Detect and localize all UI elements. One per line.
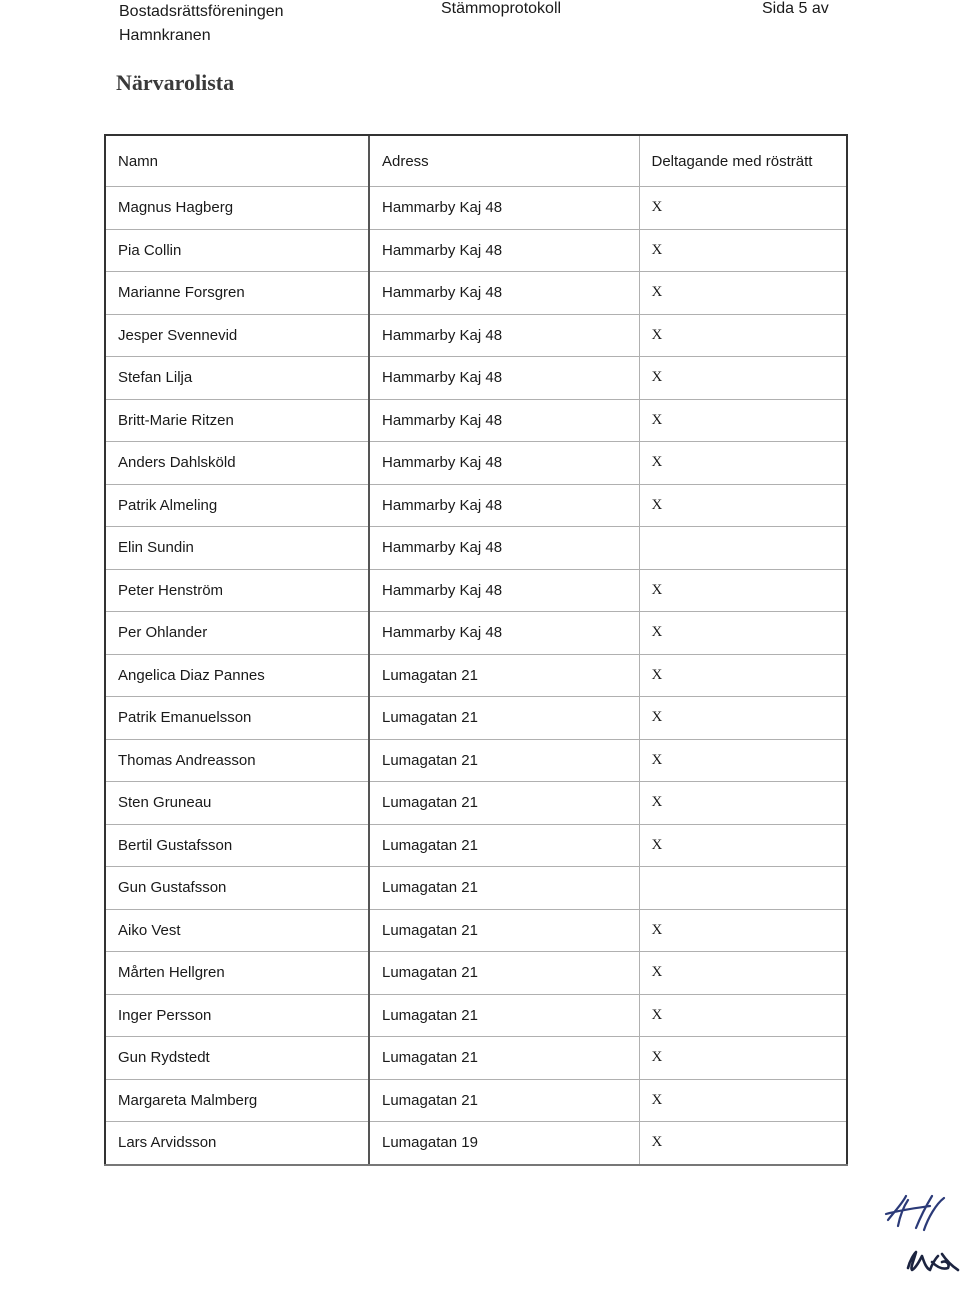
voting-mark: X: [639, 229, 847, 272]
voting-mark: [639, 867, 847, 910]
table-row: [105, 442, 847, 485]
voting-mark: X: [639, 1079, 847, 1122]
member-address: Hammarby Kaj 48: [369, 527, 639, 570]
member-address: Hammarby Kaj 48: [369, 484, 639, 527]
organization-name: Bostadsrättsföreningen Hamnkranen: [119, 3, 284, 44]
voting-mark: X: [639, 187, 847, 230]
member-address: Lumagatan 21: [369, 1079, 639, 1122]
member-name: Gun Gustafsson: [105, 867, 369, 910]
table-row: [105, 994, 847, 1037]
member-address: Hammarby Kaj 48: [369, 612, 639, 655]
member-name: Mårten Hellgren: [105, 952, 369, 995]
page-number: Sida 5 av: [762, 0, 829, 17]
attendance-table-container: [104, 134, 846, 1166]
table-row: [105, 484, 847, 527]
voting-mark: X: [639, 782, 847, 825]
member-name: Magnus Hagberg: [105, 187, 369, 230]
table-row: [105, 952, 847, 995]
column-header-address: Adress: [369, 135, 639, 187]
member-address: Hammarby Kaj 48: [369, 187, 639, 230]
member-address: Hammarby Kaj 48: [369, 442, 639, 485]
table-row: [105, 527, 847, 570]
table-row: [105, 824, 847, 867]
column-header-name: Namn: [105, 135, 369, 187]
handwritten-initials-icon: [880, 1190, 960, 1290]
member-address: Lumagatan 21: [369, 994, 639, 1037]
table-row: [105, 1122, 847, 1165]
voting-mark: X: [639, 612, 847, 655]
document-type: Stämmoprotokoll: [441, 0, 562, 17]
page-title: Närvarolista: [116, 70, 235, 95]
member-address: Hammarby Kaj 48: [369, 357, 639, 400]
member-address: Lumagatan 21: [369, 824, 639, 867]
member-address: Lumagatan 21: [369, 697, 639, 740]
member-address: Hammarby Kaj 48: [369, 229, 639, 272]
voting-mark: X: [639, 272, 847, 315]
member-name: Britt-Marie Ritzen: [105, 399, 369, 442]
voting-mark: X: [639, 824, 847, 867]
member-address: Hammarby Kaj 48: [369, 314, 639, 357]
member-name: Elin Sundin: [105, 527, 369, 570]
voting-mark: X: [639, 654, 847, 697]
member-name: Lars Arvidsson: [105, 1122, 369, 1165]
member-address: Lumagatan 21: [369, 952, 639, 995]
voting-mark: X: [639, 697, 847, 740]
table-row: [105, 272, 847, 315]
member-name: Gun Rydstedt: [105, 1037, 369, 1080]
table-row: [105, 867, 847, 910]
table-row: [105, 782, 847, 825]
member-name: Stefan Lilja: [105, 357, 369, 400]
voting-mark: X: [639, 442, 847, 485]
table-row: [105, 229, 847, 272]
table-row: [105, 909, 847, 952]
member-address: Hammarby Kaj 48: [369, 399, 639, 442]
member-name: Angelica Diaz Pannes: [105, 654, 369, 697]
member-address: Hammarby Kaj 48: [369, 569, 639, 612]
voting-mark: X: [639, 1122, 847, 1165]
member-name: Margareta Malmberg: [105, 1079, 369, 1122]
table-body: [105, 187, 847, 1165]
table-row: [105, 569, 847, 612]
voting-mark: X: [639, 952, 847, 995]
table-header-row: [105, 135, 847, 187]
voting-mark: X: [639, 739, 847, 782]
voting-mark: X: [639, 484, 847, 527]
member-address: Lumagatan 21: [369, 654, 639, 697]
member-name: Thomas Andreasson: [105, 739, 369, 782]
voting-mark: X: [639, 569, 847, 612]
voting-mark: [639, 527, 847, 570]
voting-mark: X: [639, 909, 847, 952]
member-address: Lumagatan 19: [369, 1122, 639, 1165]
voting-mark: X: [639, 994, 847, 1037]
table-header: [105, 135, 847, 187]
member-address: Hammarby Kaj 48: [369, 272, 639, 315]
member-name: Pia Collin: [105, 229, 369, 272]
member-name: Peter Henström: [105, 569, 369, 612]
member-name: Bertil Gustafsson: [105, 824, 369, 867]
table-row: [105, 697, 847, 740]
page-header: [0, 0, 960, 60]
voting-mark: X: [639, 399, 847, 442]
table-row: [105, 357, 847, 400]
member-address: Lumagatan 21: [369, 909, 639, 952]
member-address: Lumagatan 21: [369, 1037, 639, 1080]
table-row: [105, 739, 847, 782]
member-address: Lumagatan 21: [369, 867, 639, 910]
attendance-table: [104, 134, 848, 1166]
member-address: Lumagatan 21: [369, 739, 639, 782]
member-name: Anders Dahlsköld: [105, 442, 369, 485]
member-name: Per Ohlander: [105, 612, 369, 655]
member-name: Jesper Svennevid: [105, 314, 369, 357]
table-row: [105, 399, 847, 442]
table-row: [105, 612, 847, 655]
member-name: Inger Persson: [105, 994, 369, 1037]
voting-mark: X: [639, 357, 847, 400]
member-name: Aiko Vest: [105, 909, 369, 952]
table-row: [105, 654, 847, 697]
column-header-voting: Deltagande med rösträtt: [639, 135, 847, 187]
table-row: [105, 314, 847, 357]
member-name: Sten Gruneau: [105, 782, 369, 825]
signature-initials: [880, 1190, 960, 1290]
table-row: [105, 1079, 847, 1122]
voting-mark: X: [639, 314, 847, 357]
member-address: Lumagatan 21: [369, 782, 639, 825]
voting-mark: X: [639, 1037, 847, 1080]
member-name: Marianne Forsgren: [105, 272, 369, 315]
member-name: Patrik Emanuelsson: [105, 697, 369, 740]
table-row: [105, 187, 847, 230]
table-row: [105, 1037, 847, 1080]
member-name: Patrik Almeling: [105, 484, 369, 527]
